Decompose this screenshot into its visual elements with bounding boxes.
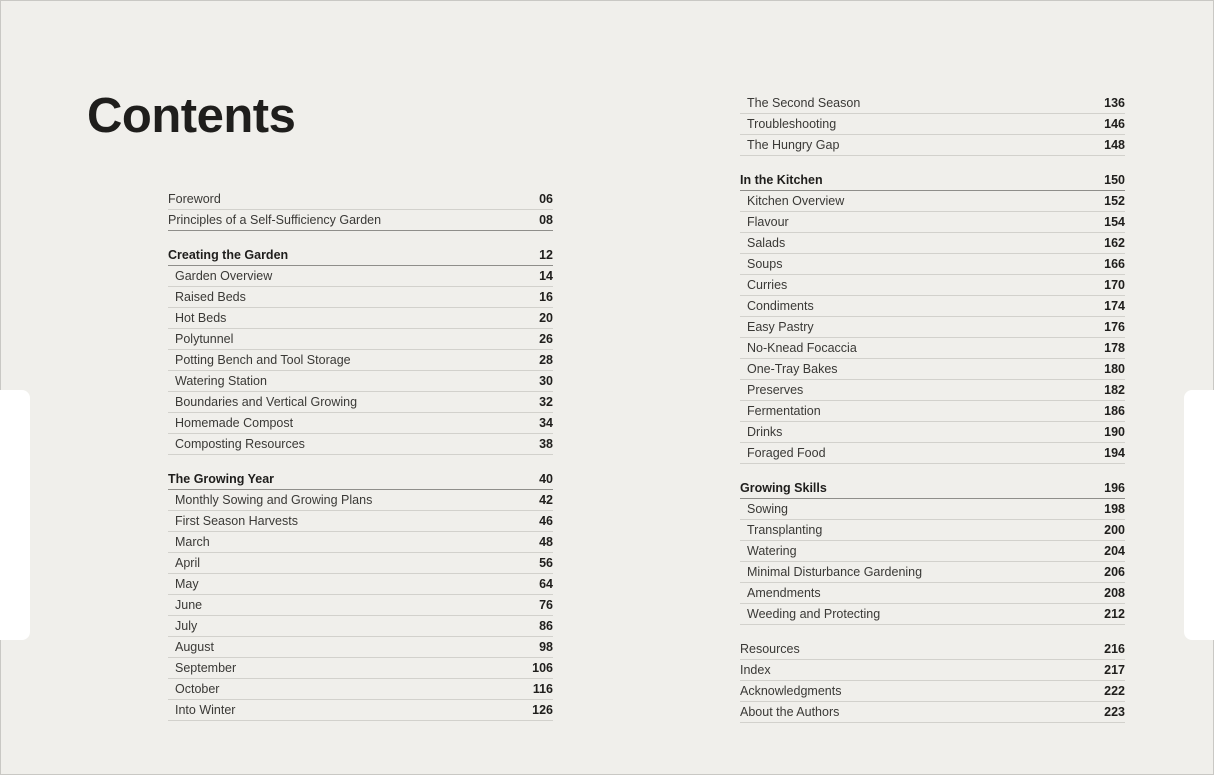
- toc-sub-entry[interactable]: [740, 380, 1125, 401]
- toc-section-heading[interactable]: [168, 469, 553, 490]
- toc-page-number: 116: [532, 682, 553, 696]
- toc-page-number: 154: [1104, 215, 1125, 229]
- toc-sub-entry[interactable]: [168, 574, 553, 595]
- toc-entry-label: May: [175, 577, 199, 591]
- toc-page-number: 170: [1104, 278, 1125, 292]
- toc-entry-label: Salads: [747, 236, 786, 250]
- toc-entry-label: Raised Beds: [175, 290, 246, 304]
- toc-sub-entry[interactable]: [740, 520, 1125, 541]
- toc-page-number: 32: [539, 395, 553, 409]
- toc-entry-label: Acknowledgments: [740, 684, 842, 698]
- toc-sub-entry[interactable]: [740, 296, 1125, 317]
- right-page-edge-tab: [1184, 390, 1214, 640]
- toc-entry-label: Resources: [740, 642, 800, 656]
- toc-sub-entry[interactable]: [740, 233, 1125, 254]
- toc-page-number: 30: [539, 374, 553, 388]
- toc-page-number: 190: [1104, 425, 1125, 439]
- toc-sub-entry[interactable]: [168, 637, 553, 658]
- toc-sub-entry[interactable]: [168, 532, 553, 553]
- toc-page-number: 28: [539, 353, 553, 367]
- section-gap: [740, 464, 1125, 478]
- toc-entry-label: Principles of a Self-Sufficiency Garden: [168, 213, 382, 227]
- toc-sub-entry[interactable]: [740, 191, 1125, 212]
- toc-page-number: 182: [1104, 383, 1125, 397]
- toc-entry-label: Foraged Food: [747, 446, 826, 460]
- toc-entry-label: Watering Station: [175, 374, 267, 388]
- toc-sub-entry[interactable]: [740, 93, 1125, 114]
- toc-entry-label: Creating the Garden: [168, 248, 289, 262]
- toc-sub-entry[interactable]: [168, 287, 553, 308]
- toc-page-number: 180: [1104, 362, 1125, 376]
- toc-entry-label: Soups: [747, 257, 783, 271]
- toc-entry-label: Transplanting: [747, 523, 823, 537]
- toc-section-heading[interactable]: [740, 478, 1125, 499]
- toc-entry-label: Curries: [747, 278, 788, 292]
- section-gap: [740, 625, 1125, 639]
- toc-page-number: 14: [539, 269, 553, 283]
- toc-entry-label: The Second Season: [747, 96, 861, 110]
- toc-entry-label: Boundaries and Vertical Growing: [175, 395, 358, 409]
- toc-page-number: 194: [1104, 446, 1125, 460]
- toc-sub-entry[interactable]: [740, 583, 1125, 604]
- toc-sub-entry[interactable]: [168, 553, 553, 574]
- toc-page-number: 64: [539, 577, 553, 591]
- toc-page-number: 152: [1104, 194, 1125, 208]
- toc-entry-label: July: [175, 619, 198, 633]
- toc-page-number: 186: [1104, 404, 1125, 418]
- toc-entry[interactable]: [740, 639, 1125, 660]
- toc-entry[interactable]: [740, 702, 1125, 723]
- toc-sub-entry[interactable]: [740, 135, 1125, 156]
- toc-page-number: 162: [1104, 236, 1125, 250]
- toc-page-number: 76: [539, 598, 553, 612]
- toc-entry-label: Preserves: [747, 383, 804, 397]
- toc-sub-entry[interactable]: [168, 329, 553, 350]
- toc-page-number: 98: [539, 640, 553, 654]
- toc-sub-entry[interactable]: [168, 350, 553, 371]
- toc-sub-entry[interactable]: [168, 371, 553, 392]
- toc-entry-label: The Growing Year: [168, 472, 275, 486]
- toc-sub-entry[interactable]: [740, 212, 1125, 233]
- toc-entry-label: Growing Skills: [740, 481, 827, 495]
- toc-page-number: 217: [1104, 663, 1125, 677]
- toc-entry-label: The Hungry Gap: [747, 138, 840, 152]
- toc-sub-entry[interactable]: [740, 401, 1125, 422]
- toc-page-number: 196: [1104, 481, 1125, 495]
- toc-page-number: 223: [1104, 705, 1125, 719]
- toc-page-number: 198: [1104, 502, 1125, 516]
- toc-page-number: 16: [539, 290, 553, 304]
- toc-entry-label: Watering: [747, 544, 797, 558]
- toc-page-number: 56: [539, 556, 553, 570]
- toc-page-number: 06: [539, 192, 553, 206]
- toc-entry-label: Weeding and Protecting: [747, 607, 881, 621]
- toc-sub-entry[interactable]: [740, 114, 1125, 135]
- toc-entry-label: Into Winter: [175, 703, 236, 717]
- toc-sub-entry[interactable]: [168, 595, 553, 616]
- toc-sub-entry[interactable]: [740, 499, 1125, 520]
- toc-page-number: 150: [1104, 173, 1125, 187]
- toc-page-number: 38: [539, 437, 553, 451]
- toc-sub-entry[interactable]: [168, 413, 553, 434]
- toc-page-number: 48: [539, 535, 553, 549]
- toc-entry-label: August: [175, 640, 214, 654]
- toc-page-number: 106: [532, 661, 553, 675]
- toc-sub-entry[interactable]: [740, 422, 1125, 443]
- toc-sub-entry[interactable]: [168, 308, 553, 329]
- toc-page-number: 178: [1104, 341, 1125, 355]
- toc-left-column: [168, 189, 553, 721]
- toc-sub-entry[interactable]: [740, 317, 1125, 338]
- toc-entry-label: Index: [740, 663, 771, 677]
- toc-entry-label: Hot Beds: [175, 311, 227, 325]
- toc-entry[interactable]: [740, 681, 1125, 702]
- toc-entry-label: June: [175, 598, 203, 612]
- toc-sub-entry[interactable]: [168, 511, 553, 532]
- toc-page-number: 148: [1104, 138, 1125, 152]
- toc-sub-entry[interactable]: [168, 266, 553, 287]
- toc-sub-entry[interactable]: [168, 616, 553, 637]
- toc-sub-entry[interactable]: [740, 254, 1125, 275]
- toc-entry-label: Amendments: [747, 586, 821, 600]
- toc-entry-label: Fermentation: [747, 404, 821, 418]
- toc-page-number: 222: [1104, 684, 1125, 698]
- toc-entry-label: Kitchen Overview: [747, 194, 845, 208]
- toc-page-number: 20: [539, 311, 553, 325]
- toc-entry-label: Monthly Sowing and Growing Plans: [175, 493, 373, 507]
- toc-sub-entry[interactable]: [168, 679, 553, 700]
- toc-sub-entry[interactable]: [740, 562, 1125, 583]
- toc-page-number: 204: [1104, 544, 1125, 558]
- toc-entry-label: Drinks: [747, 425, 783, 439]
- toc-page-number: 46: [539, 514, 553, 528]
- section-gap: [168, 455, 553, 469]
- toc-entry[interactable]: [168, 210, 553, 231]
- toc-entry-label: April: [175, 556, 201, 570]
- toc-entry-label: Foreword: [168, 192, 221, 206]
- toc-page-number: 208: [1104, 586, 1125, 600]
- toc-entry-label: Sowing: [747, 502, 788, 516]
- toc-page-number: 166: [1104, 257, 1125, 271]
- toc-section-heading[interactable]: [740, 170, 1125, 191]
- toc-entry-label: Homemade Compost: [175, 416, 294, 430]
- toc-page-number: 34: [539, 416, 553, 430]
- toc-entry[interactable]: [740, 660, 1125, 681]
- toc-entry-label: Easy Pastry: [747, 320, 814, 334]
- toc-sub-entry[interactable]: [168, 490, 553, 511]
- toc-page-number: 26: [539, 332, 553, 346]
- section-gap: [168, 231, 553, 245]
- toc-sub-entry[interactable]: [168, 658, 553, 679]
- toc-entry-label: Garden Overview: [175, 269, 273, 283]
- toc-entry-label: Troubleshooting: [747, 117, 837, 131]
- toc-sub-entry[interactable]: [740, 338, 1125, 359]
- toc-page-number: 146: [1104, 117, 1125, 131]
- toc-sub-entry[interactable]: [740, 359, 1125, 380]
- toc-entry-label: Composting Resources: [175, 437, 305, 451]
- toc-page-number: 216: [1104, 642, 1125, 656]
- toc-page-number: 86: [539, 619, 553, 633]
- toc-sub-entry[interactable]: [168, 700, 553, 721]
- toc-sub-entry[interactable]: [740, 541, 1125, 562]
- toc-entry-label: First Season Harvests: [175, 514, 298, 528]
- toc-page-number: 206: [1104, 565, 1125, 579]
- toc-entry-label: One-Tray Bakes: [747, 362, 838, 376]
- page-title: Contents: [87, 89, 296, 143]
- toc-entry-label: Condiments: [747, 299, 814, 313]
- toc-entry-label: Potting Bench and Tool Storage: [175, 353, 351, 367]
- toc-entry-label: In the Kitchen: [740, 173, 823, 187]
- toc-entry-label: October: [175, 682, 220, 696]
- toc-entry-label: March: [175, 535, 210, 549]
- toc-sub-entry[interactable]: [168, 434, 553, 455]
- toc-entry-label: Minimal Disturbance Gardening: [747, 565, 923, 579]
- toc-page-number: 08: [539, 213, 553, 227]
- toc-sub-entry[interactable]: [168, 392, 553, 413]
- toc-page-number: 126: [532, 703, 553, 717]
- toc-page-number: 136: [1104, 96, 1125, 110]
- toc-page-number: 12: [539, 248, 553, 262]
- toc-section-heading[interactable]: [168, 245, 553, 266]
- toc-page-number: 40: [539, 472, 553, 486]
- toc-page-number: 200: [1104, 523, 1125, 537]
- toc-entry-label: September: [175, 661, 237, 675]
- toc-entry-label: No-Knead Focaccia: [747, 341, 857, 355]
- toc-sub-entry[interactable]: [740, 443, 1125, 464]
- toc-right-column: [740, 93, 1125, 723]
- toc-page-number: 176: [1104, 320, 1125, 334]
- toc-page-number: 174: [1104, 299, 1125, 313]
- toc-entry-label: Polytunnel: [175, 332, 234, 346]
- toc-sub-entry[interactable]: [740, 275, 1125, 296]
- section-gap: [740, 156, 1125, 170]
- toc-page-number: 212: [1104, 607, 1125, 621]
- toc-entry-label: About the Authors: [740, 705, 840, 719]
- toc-sub-entry[interactable]: [740, 604, 1125, 625]
- toc-entry-label: Flavour: [747, 215, 789, 229]
- toc-page-number: 42: [539, 493, 553, 507]
- toc-entry[interactable]: [168, 189, 553, 210]
- left-page-edge-tab: [0, 390, 30, 640]
